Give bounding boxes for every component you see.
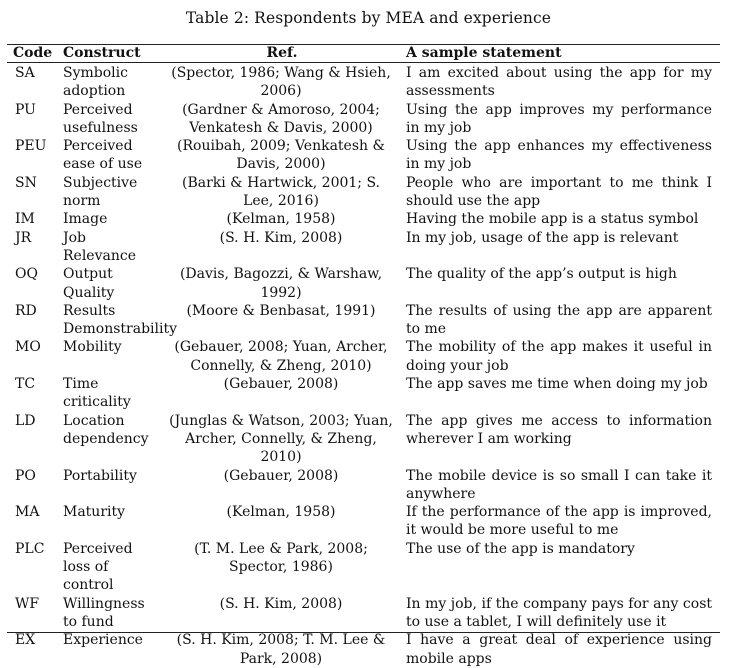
cell-ref: (S. H. Kim, 2008; T. M. Lee & Park, 2008): [176, 632, 386, 667]
cell-statement: The results of using the app are apparent to me: [406, 302, 712, 338]
table-row: [7, 229, 720, 266]
cell-construct: Job Relevance: [63, 229, 136, 264]
cell-code: EX: [15, 632, 36, 649]
cell-statement: Having the mobile app is a status symbol: [406, 211, 699, 228]
cell-construct: Image: [63, 211, 108, 228]
cell-statement: The mobility of the app makes it useful in doing your job: [406, 339, 712, 374]
cell-code: SN: [15, 174, 37, 191]
cell-statement: People who are important to me think I should use the app: [406, 174, 712, 210]
cell-construct: Experience: [63, 632, 143, 649]
cell-ref: (Gardner & Amoroso, 2004; Venkatesh & Davis, 2000): [182, 101, 380, 136]
cell-construct: Results Demonstrability: [63, 302, 178, 338]
cell-ref: (Gebauer, 2008; Yuan, Archer, Connelly, & Zheng, 2010): [174, 339, 388, 374]
cell-ref: (Davis, Bagozzi, & Warshaw, 1992): [179, 266, 383, 301]
cell-statement: I have a great deal of experience using mobile apps: [406, 632, 712, 667]
cell-statement: If the performance of the app is improved, it would be more useful to me: [406, 504, 712, 539]
cell-ref: (Rouibah, 2009; Venkatesh & Davis, 2000): [177, 138, 385, 173]
cell-statement: The app saves me time when doing my job: [406, 376, 708, 393]
respondents-table: [7, 45, 720, 668]
cell-code: PEU: [15, 138, 47, 155]
table-row: [7, 467, 720, 504]
table-row: [7, 210, 720, 228]
table-row: [7, 62, 720, 101]
cell-construct: Willingness to fund: [63, 595, 145, 630]
cell-construct: Symbolic adoption: [63, 65, 128, 100]
table-row: [7, 338, 720, 375]
cell-ref: (Barki & Hartwick, 2001; S. Lee, 2016): [181, 174, 380, 210]
table-row: [7, 503, 720, 540]
cell-code: JR: [15, 229, 32, 246]
cell-ref: (Moore & Benbasat, 1991): [186, 302, 376, 319]
cell-code: TC: [15, 376, 36, 393]
cell-code: LD: [15, 412, 36, 429]
table-row: [7, 375, 720, 412]
cell-statement: I am excited about using the app for my assessments: [406, 65, 712, 100]
cell-statement: The app gives me access to information wherever I am working: [406, 412, 712, 447]
cell-ref: (Gebauer, 2008): [223, 467, 339, 484]
table-row: [7, 137, 720, 174]
cell-construct: Perceived ease of use: [63, 138, 143, 173]
cell-code: PO: [15, 467, 36, 484]
cell-construct: Time criticality: [63, 376, 131, 411]
cell-code: SA: [15, 65, 35, 81]
cell-statement: Using the app improves my performance in my job: [406, 101, 712, 136]
table-row: [7, 540, 720, 595]
header-statement: A sample statement: [406, 45, 562, 61]
cell-ref: (T. M. Lee & Park, 2008; Spector, 1986): [194, 540, 368, 576]
cell-statement: The use of the app is mandatory: [406, 540, 635, 557]
cell-construct: Subjective norm: [63, 174, 138, 210]
cell-construct: Perceived loss of control: [63, 540, 133, 594]
cell-code: IM: [15, 211, 35, 228]
cell-code: PLC: [15, 540, 45, 557]
table-caption: Table 2: Respondents by MEA and experience: [185, 9, 552, 27]
cell-code: MA: [15, 504, 40, 521]
table-row: [7, 174, 720, 211]
table-body: [7, 62, 720, 668]
cell-code: PU: [15, 101, 36, 118]
cell-ref: (Spector, 1986; Wang & Hsieh, 2006): [171, 65, 391, 100]
cell-construct: Mobility: [63, 339, 122, 356]
cell-ref: (S. H. Kim, 2008): [219, 229, 343, 246]
cell-statement: The mobile device is so small I can take it anywhere: [406, 467, 712, 502]
cell-statement: In my job, if the company pays for any cost to use a tablet, I will definitely use it: [406, 595, 712, 630]
cell-construct: Maturity: [63, 504, 126, 521]
table-row: [7, 595, 720, 632]
table-row: [7, 631, 720, 668]
header-row: [7, 45, 720, 62]
table-header: [7, 45, 720, 62]
header-construct: Construct: [63, 45, 141, 61]
header-ref: Ref.: [266, 45, 298, 61]
cell-ref: (Gebauer, 2008): [223, 376, 339, 393]
table-row: [7, 265, 720, 302]
cell-code: RD: [15, 302, 37, 319]
cell-statement: In my job, usage of the app is relevant: [406, 229, 679, 246]
table-row: [7, 101, 720, 138]
cell-statement: Using the app enhances my effectiveness in my job: [406, 138, 712, 173]
table-row: [7, 302, 720, 339]
cell-code: OQ: [15, 266, 38, 283]
cell-construct: Perceived usefulness: [63, 101, 138, 136]
cell-code: WF: [15, 595, 40, 612]
table-row: [7, 412, 720, 467]
cell-ref: (Kelman, 1958): [226, 211, 336, 228]
header-code: Code: [13, 45, 53, 61]
cell-construct: Output Quality: [63, 266, 115, 301]
cell-ref: (S. H. Kim, 2008): [219, 595, 343, 612]
cell-construct: Portability: [63, 467, 137, 484]
cell-construct: Location dependency: [63, 412, 149, 447]
cell-ref: (Kelman, 1958): [226, 504, 336, 521]
cell-statement: The quality of the app’s output is high: [406, 266, 677, 283]
cell-ref: (Junglas & Watson, 2003; Yuan, Archer, Connelly, & Zheng, 2010): [169, 412, 393, 466]
cell-code: MO: [15, 339, 41, 356]
